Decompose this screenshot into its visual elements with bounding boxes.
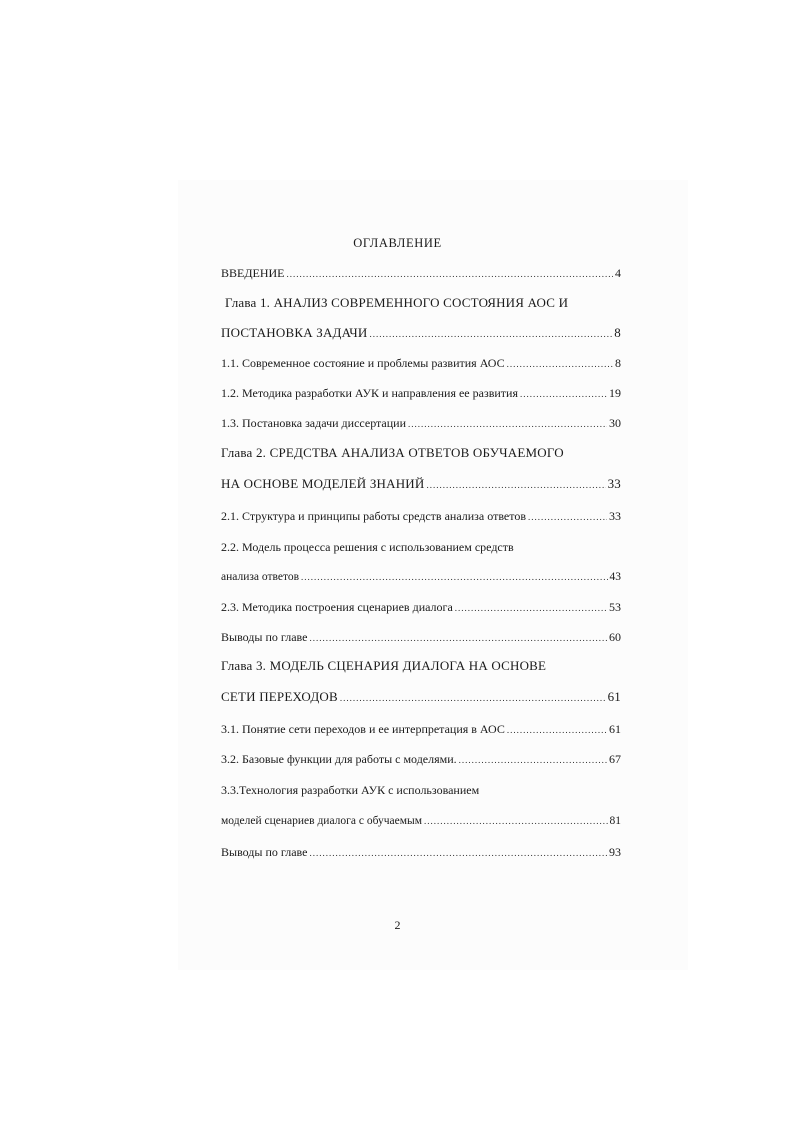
leader-dots xyxy=(507,723,607,737)
toc-entry-text: СЕТИ ПЕРЕХОДОВ xyxy=(221,689,338,704)
toc-entry-text: 3.3.Технология разработки АУК с использованием xyxy=(221,783,480,797)
toc-entry-3-3 xyxy=(221,814,621,828)
leader-dots xyxy=(528,510,607,524)
leader-dots xyxy=(520,387,607,401)
toc-entry-text: 2.1. Структура и принципы работы средств анализа ответов xyxy=(221,509,527,523)
toc-entry-text: моделей сценариев диалога с обучаемым xyxy=(221,815,423,827)
toc-entry-page: 33 xyxy=(607,476,621,491)
toc-entry-text: ВВЕДЕНИЕ xyxy=(221,266,285,280)
toc-entry-text: 2.3. Методика построения сценариев диалога xyxy=(221,600,453,614)
toc-entry-1-3 xyxy=(221,416,621,431)
leader-dots xyxy=(340,691,606,705)
toc-entry-page: 8 xyxy=(615,356,621,370)
toc-entry-text: ПОСТАНОВКА ЗАДАЧИ xyxy=(221,325,368,340)
toc-entry-page: 60 xyxy=(609,630,621,644)
leader-dots xyxy=(301,570,607,584)
toc-entry-page: 4 xyxy=(615,266,621,280)
toc-entry-2-2 xyxy=(221,570,621,584)
toc-entry-text: Глава 3. МОДЕЛЬ СЦЕНАРИЯ ДИАЛОГА НА ОСНОВЕ xyxy=(221,658,547,673)
leader-dots xyxy=(287,267,613,281)
toc-entry-text: Выводы по главе xyxy=(221,630,308,644)
toc-entry-page: 81 xyxy=(609,815,621,827)
toc-entry-chapter-1 xyxy=(221,326,621,341)
toc-entry-2-3 xyxy=(221,600,621,615)
toc-entry-2-2-heading xyxy=(221,540,621,554)
leader-dots xyxy=(408,417,607,431)
leader-dots xyxy=(507,357,613,371)
toc-entry-3-3-heading xyxy=(221,783,621,797)
leader-dots xyxy=(424,814,607,828)
leader-dots xyxy=(426,478,605,492)
toc-entry-page: 19 xyxy=(609,386,621,400)
toc-entry-page: 8 xyxy=(614,325,621,340)
toc-entry-text: 1.1. Современное состояние и проблемы развития АОС xyxy=(221,356,505,370)
toc-entry-chapter-2 xyxy=(221,477,621,492)
toc-entry-text: Глава 1. АНАЛИЗ СОВРЕМЕННОГО СОСТОЯНИЯ АОС И xyxy=(225,295,569,310)
toc-entry-3-2 xyxy=(221,752,621,767)
toc-title: ОГЛАВЛЕНИЕ xyxy=(353,236,442,250)
toc-entry-2-1 xyxy=(221,509,621,524)
leader-dots xyxy=(455,601,607,615)
toc-entry-page: 61 xyxy=(607,689,621,704)
toc-entry-page: 53 xyxy=(609,600,621,614)
leader-dots xyxy=(309,631,607,645)
toc-entry-text: Глава 2. СРЕДСТВА АНАЛИЗА ОТВЕТОВ ОБУЧАЕМОГО xyxy=(221,445,564,460)
toc-entry-3-1 xyxy=(221,722,621,737)
toc-entry-text: 2.2. Модель процесса решения с использованием средств xyxy=(221,540,514,554)
toc-entry-page: 67 xyxy=(609,752,621,766)
page-number: 2 xyxy=(394,918,401,932)
toc-entry-chapter-2-conclusions xyxy=(221,630,621,645)
toc-entry-text: 3.1. Понятие сети переходов и ее интерпретация в АОС xyxy=(221,722,505,736)
toc-entry-page: 61 xyxy=(609,722,621,736)
toc-entry-1-2 xyxy=(221,386,621,401)
leader-dots xyxy=(309,846,607,860)
toc-entry-chapter-3 xyxy=(221,690,621,705)
leader-dots xyxy=(369,327,612,341)
toc-entry-text: анализа ответов xyxy=(221,571,300,583)
toc-entry-page: 30 xyxy=(609,416,621,430)
toc-entry-introduction xyxy=(221,266,621,281)
toc-entry-chapter-3-conclusions xyxy=(221,845,621,860)
leader-dots xyxy=(459,753,607,767)
toc-entry-text: 1.2. Методика разработки АУК и направления ее развития xyxy=(221,386,518,400)
toc-chapter-1-heading xyxy=(225,296,625,310)
toc-chapter-2-heading xyxy=(221,446,621,460)
toc-entry-text: 1.3. Постановка задачи диссертации xyxy=(221,416,407,430)
toc-entry-page: 33 xyxy=(609,509,621,523)
toc-chapter-3-heading xyxy=(221,659,621,673)
toc-entry-text: Выводы по главе xyxy=(221,845,308,859)
toc-entry-text: НА ОСНОВЕ МОДЕЛЕЙ ЗНАНИЙ xyxy=(221,476,425,491)
toc-entry-1-1 xyxy=(221,356,621,371)
toc-entry-page: 43 xyxy=(609,571,621,583)
toc-entry-page: 93 xyxy=(609,845,621,859)
toc-entry-text: 3.2. Базовые функции для работы с моделями. xyxy=(221,752,457,766)
